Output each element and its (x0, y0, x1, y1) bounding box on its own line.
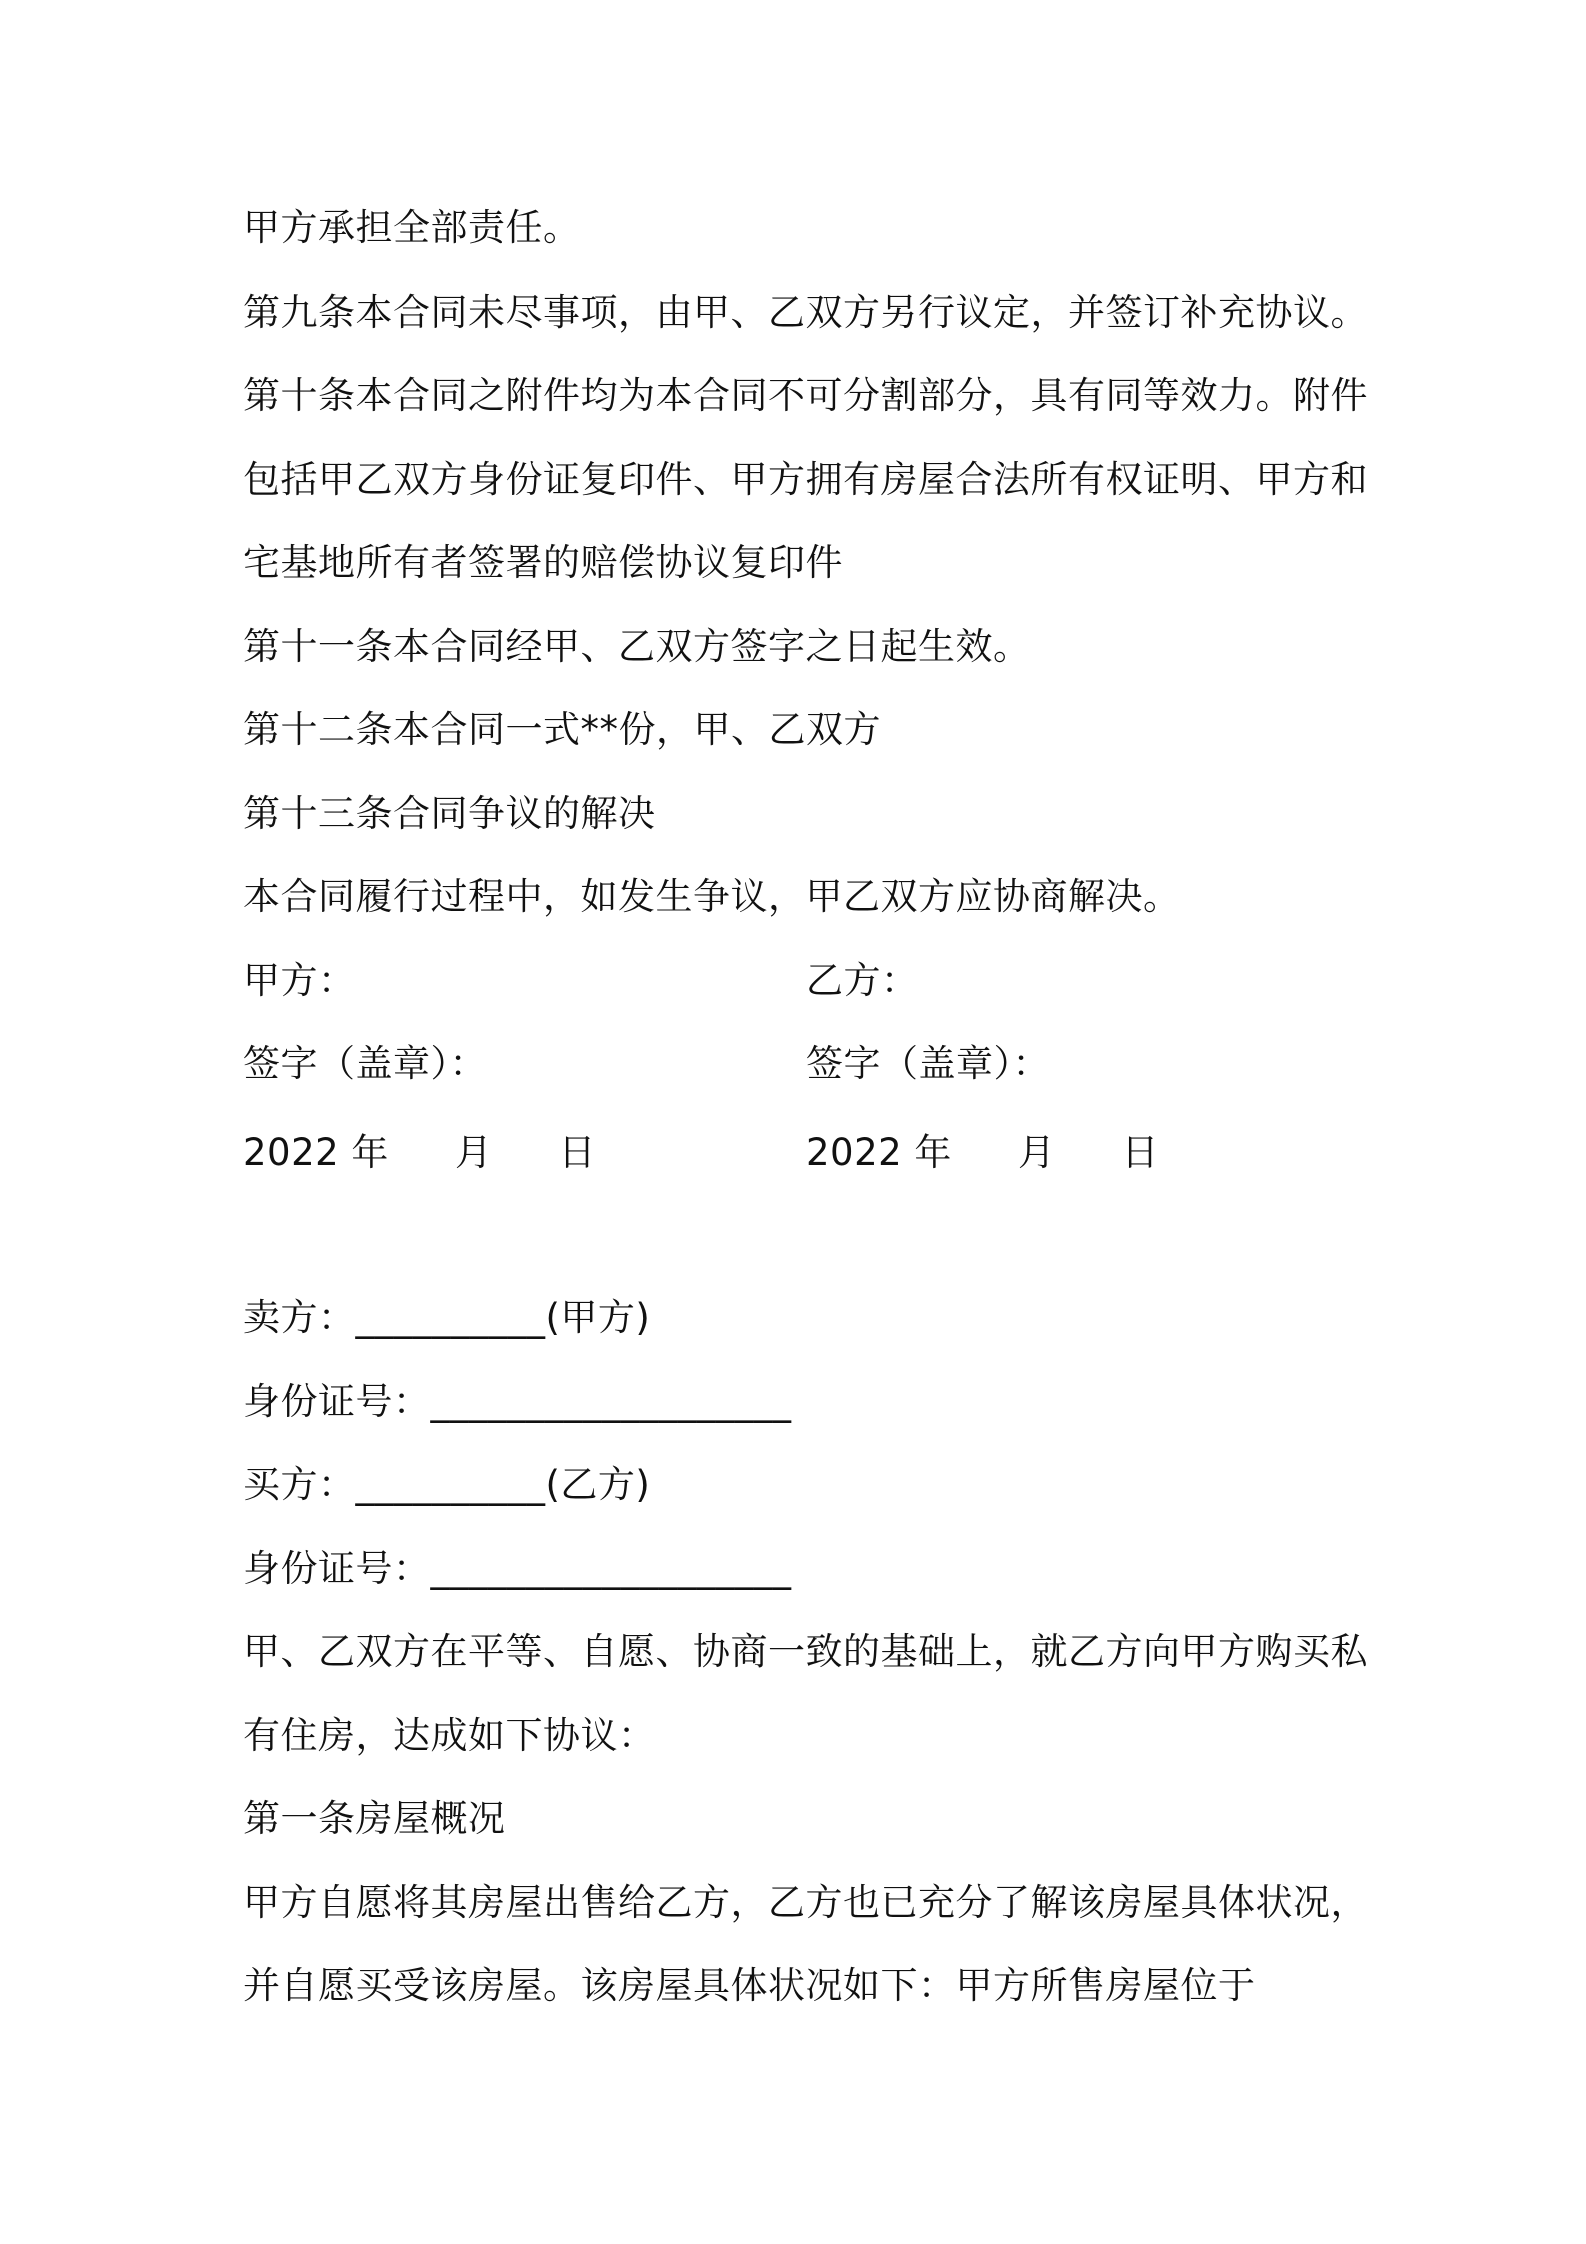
date-a-month: 月 (454, 1131, 493, 1174)
paragraph-article-10-line3: 宅基地所有者签署的赔偿协议复印件 (243, 541, 843, 584)
intro-line1: 甲、乙双方在平等、自愿、协商一致的基础上，就乙方向甲方购买私 (243, 1630, 1368, 1673)
paragraph-article-9: 第九条本合同未尽事项，由甲、乙双方另行议定，并签订补充协议。 (243, 291, 1368, 334)
date-a (243, 1128, 596, 1178)
article-1-title: 第一条房屋概况 (243, 1797, 506, 1840)
paragraph-article-13-title: 第十三条合同争议的解决 (243, 792, 656, 835)
article-1-line2: 并自愿买受该房屋。该房屋具体状况如下：甲方所售房屋位于 (243, 1964, 1256, 2007)
paragraph-article-11: 第十一条本合同经甲、乙双方签字之日起生效。 (243, 625, 1031, 668)
buyer-line: 买方：__________(乙方) (243, 1463, 651, 1506)
paragraph-article-13-body: 本合同履行过程中，如发生争议，甲乙双方应协商解决。 (243, 875, 1181, 918)
seller-id-line: 身份证号：___________________ (243, 1380, 792, 1423)
date-b-year: 2022 年 (806, 1131, 952, 1174)
date-a-day: 日 (558, 1131, 596, 1174)
article-1-line1: 甲方自愿将其房屋出售给乙方，乙方也已充分了解该房屋具体状况， (243, 1881, 1368, 1924)
paragraph-liability: 甲方承担全部责任。 (243, 206, 581, 249)
intro-line2: 有住房，达成如下协议： (243, 1714, 656, 1757)
party-b-label: 乙方： (806, 959, 919, 1002)
date-b-month: 月 (1017, 1131, 1056, 1174)
seller-line: 卖方：__________(甲方) (243, 1296, 651, 1339)
paragraph-article-12: 第十二条本合同一式**份，甲、乙双方 (243, 708, 881, 751)
buyer-id-line: 身份证号：___________________ (243, 1547, 792, 1590)
date-b (806, 1128, 1159, 1178)
date-a-year: 2022 年 (243, 1131, 389, 1174)
paragraph-article-10-line1: 第十条本合同之附件均为本合同不可分割部分，具有同等效力。附件 (243, 374, 1368, 417)
date-b-day: 日 (1121, 1131, 1159, 1174)
sign-label-a: 签字（盖章）： (243, 1042, 487, 1085)
party-a-label: 甲方： (243, 959, 356, 1002)
sign-label-b: 签字（盖章）： (806, 1042, 1050, 1085)
paragraph-article-10-line2: 包括甲乙双方身份证复印件、甲方拥有房屋合法所有权证明、甲方和 (243, 458, 1368, 501)
